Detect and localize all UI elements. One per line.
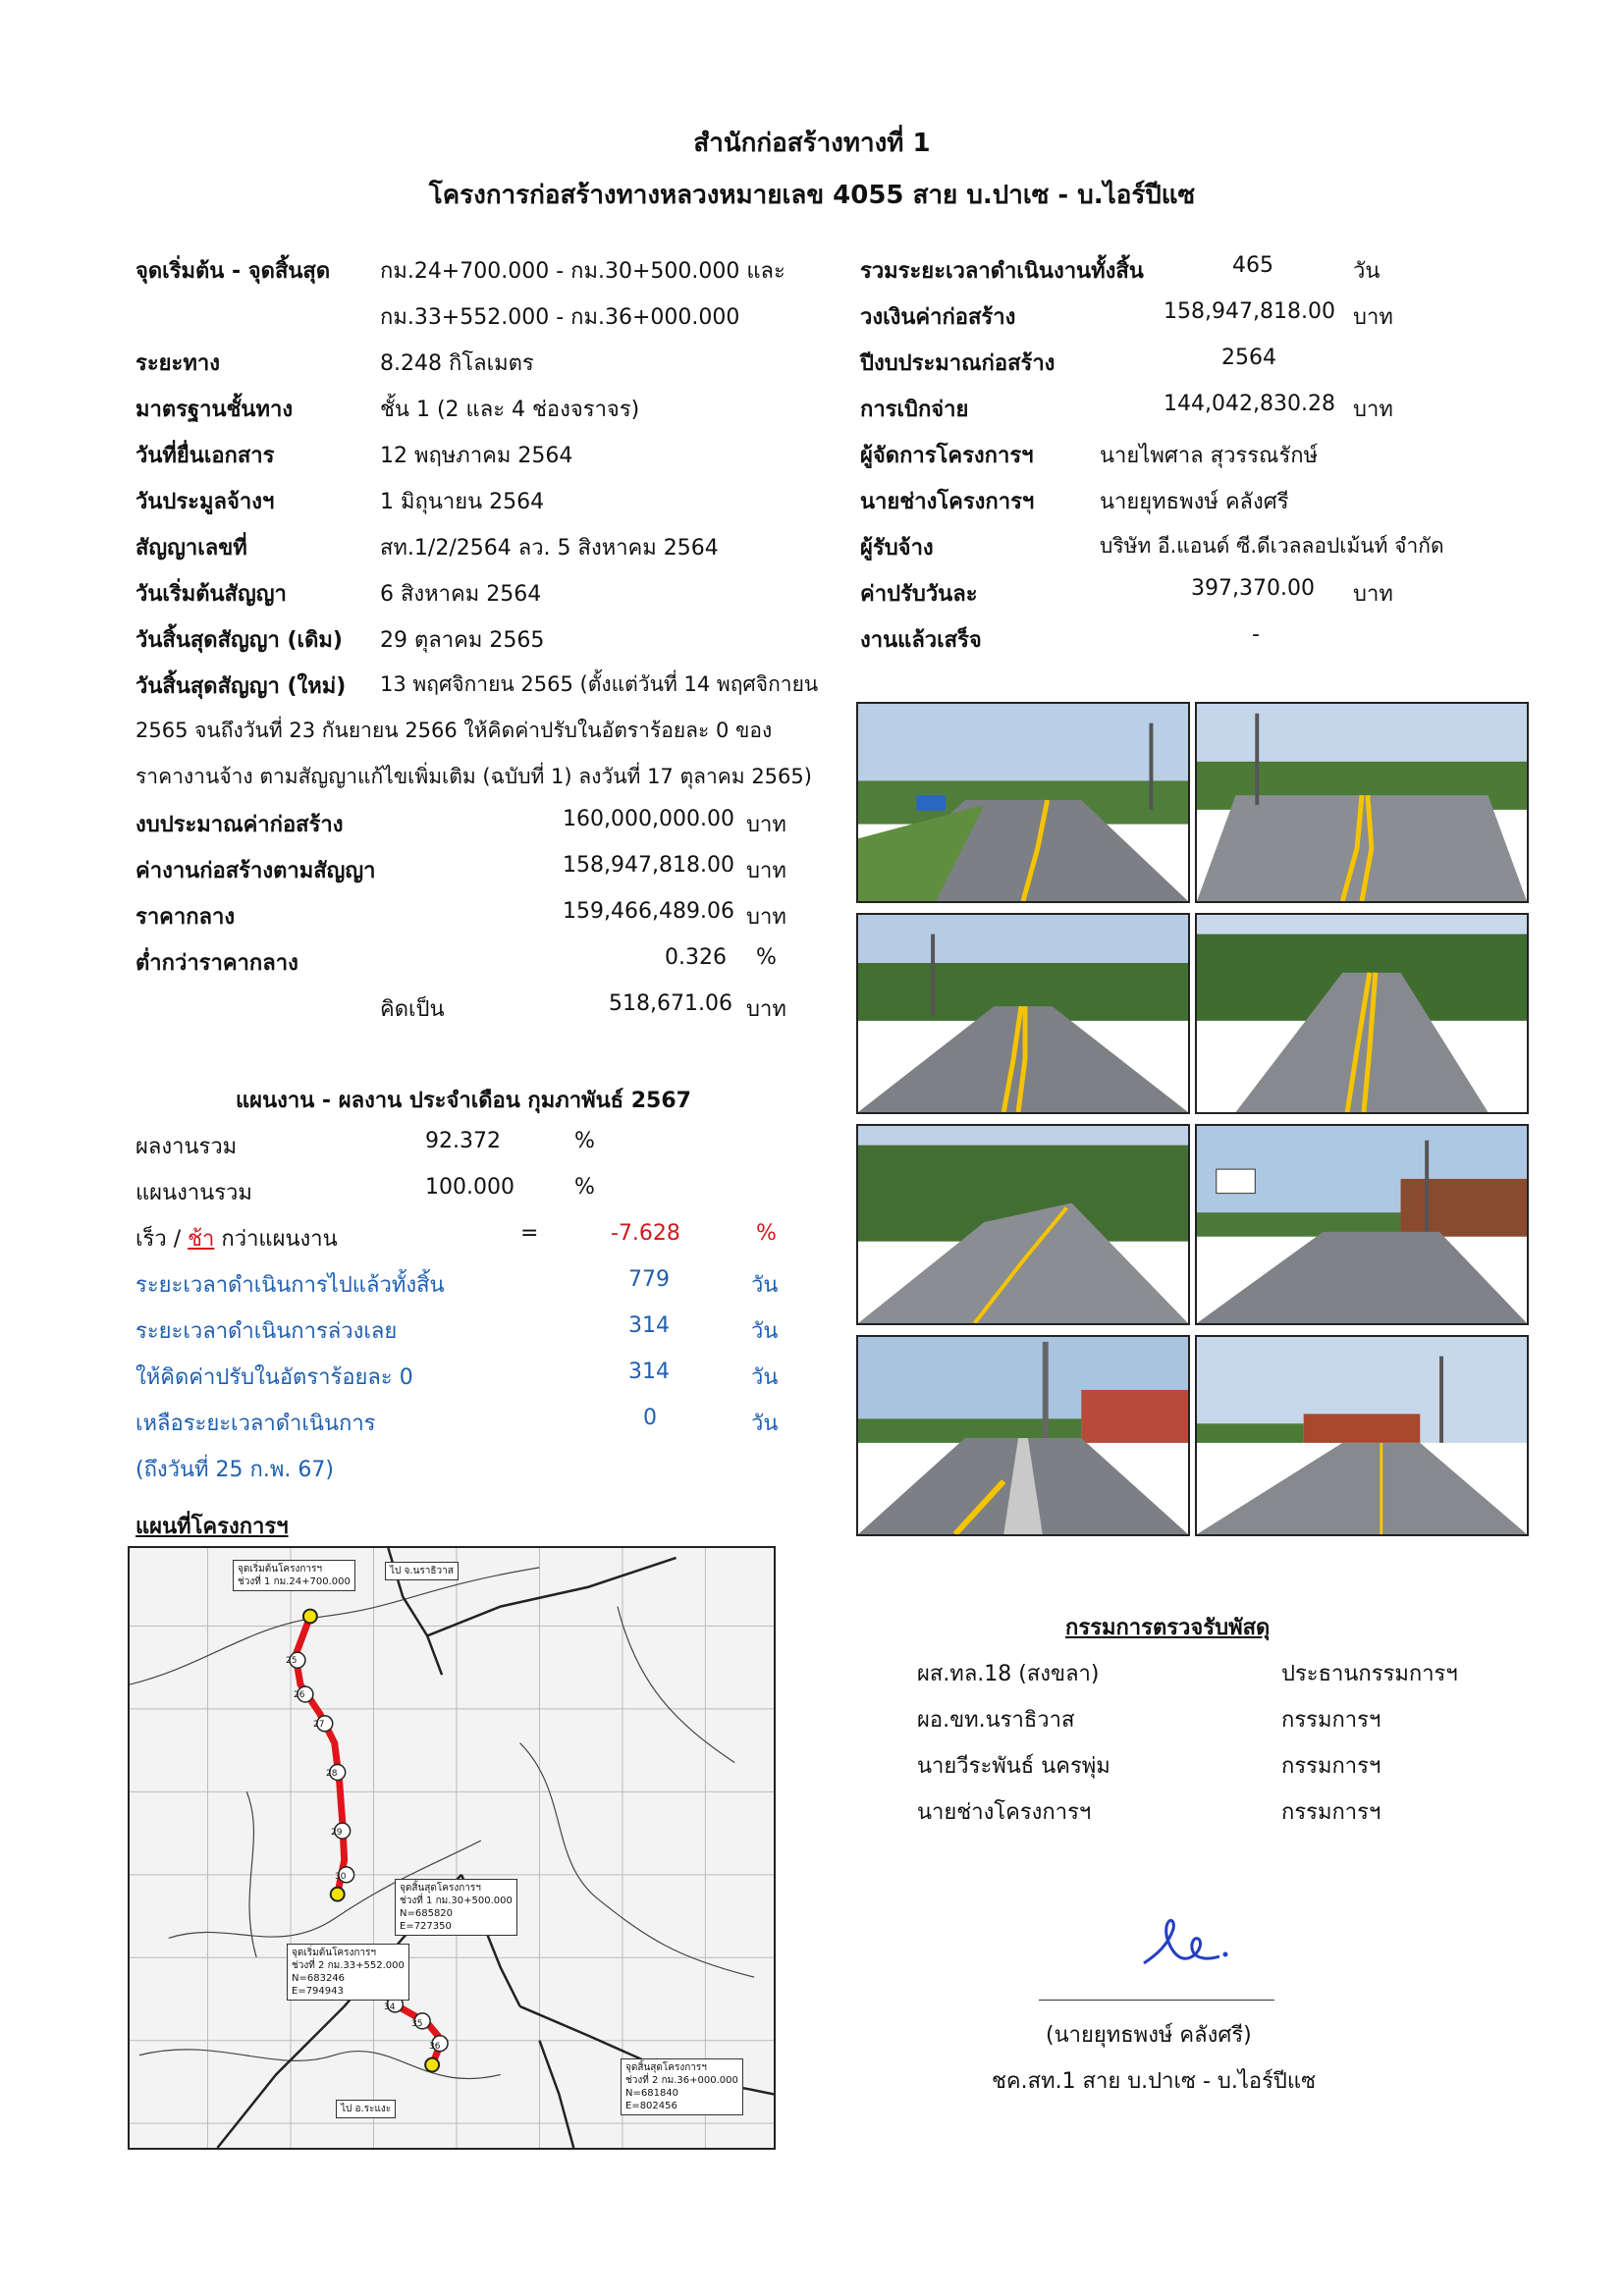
km-mark-label: 29: [331, 1828, 343, 1838]
info-label: รวมระยะเวลาดำเนินงานทั้งสิ้น: [860, 259, 1144, 284]
km-mark-label: 27: [313, 1720, 325, 1730]
committee-member-name: ผอ.ขท.นราธิวาส: [917, 1708, 1075, 1733]
budget-unit: บาท: [746, 997, 786, 1022]
budget-label: คิดเป็น: [380, 997, 445, 1022]
map-tag-bottom: ไป อ.ระแงะ: [336, 2100, 396, 2118]
budget-label: งบประมาณค่าก่อสร้าง: [135, 813, 344, 837]
km-mark-label: 35: [411, 2019, 423, 2029]
committee-member-role: กรรมการฯ: [1281, 1754, 1381, 1779]
budget-label: ต่ำกว่าราคากลาง: [135, 951, 298, 976]
info-value: ชั้น 1 (2 และ 4 ช่องจราจร): [380, 398, 640, 422]
committee-member-role: กรรมการฯ: [1281, 1708, 1381, 1733]
elapsed-unit: วัน: [751, 1273, 779, 1298]
project-map: [128, 1546, 776, 2150]
diff-sep: /: [166, 1227, 189, 1252]
penalty-value: 314: [628, 1360, 670, 1384]
budget-value: 518,671.06: [609, 991, 732, 1016]
committee-member-role: กรรมการฯ: [1281, 1800, 1381, 1825]
budget-value: 158,947,818.00: [563, 853, 734, 878]
info-label: วันเริ่มต้นสัญญา: [135, 582, 287, 607]
km-mark-label: 30: [335, 1872, 347, 1882]
info-value: กม.33+552.000 - กม.36+000.000: [380, 305, 740, 330]
budget-value: 160,000,000.00: [563, 807, 734, 831]
road-photo: [856, 1124, 1190, 1325]
remain-unit: วัน: [751, 1412, 779, 1436]
info-label: ระยะทาง: [135, 351, 220, 376]
diff-equals: =: [520, 1221, 539, 1246]
info-label: วันสิ้นสุดสัญญา (เดิม): [135, 628, 343, 653]
info-label: ค่าปรับวันละ: [860, 582, 978, 607]
info-value: กม.24+700.000 - กม.30+500.000 และ: [380, 259, 785, 284]
info-value: นายยุทธพงษ์ คลังศรี: [1100, 490, 1289, 514]
km-mark-label: 26: [294, 1690, 305, 1700]
info-value: บริษัท อี.แอนด์ ซี.ดีเวลลอปเม้นท์ จำกัด: [1100, 534, 1444, 558]
plan-label: แผนงานรวม: [135, 1181, 252, 1205]
info-value: -: [1252, 622, 1260, 647]
info-value: 2564: [1221, 346, 1276, 370]
overdue-value: 314: [628, 1313, 670, 1338]
overdue-unit: วัน: [751, 1319, 779, 1344]
info-label: วงเงินค่าก่อสร้าง: [860, 305, 1016, 330]
road-photo: [1195, 1124, 1529, 1325]
info-value: 158,947,818.00: [1164, 299, 1335, 324]
road-photo: [856, 702, 1190, 903]
signature-mark: [1129, 1909, 1237, 1978]
diff-slow: ช้า: [188, 1227, 215, 1252]
info-value: 397,370.00: [1191, 576, 1315, 601]
info-label: งานแล้วเสร็จ: [860, 628, 982, 653]
info-value: นายไพศาล สุวรรณรักษ์: [1100, 444, 1319, 468]
km-mark-label: 34: [384, 2002, 396, 2012]
signer-position: ชค.สท.1 สาย บ.ปาเซ - บ.ไอร์ปีแซ: [992, 2069, 1316, 2094]
budget-unit: บาท: [746, 905, 786, 930]
overdue-label: ระยะเวลาดำเนินการล่วงเลย: [135, 1319, 398, 1344]
budget-value: 159,466,489.06: [563, 899, 734, 924]
info-label: วันประมูลจ้างฯ: [135, 490, 275, 514]
info-label: ผู้จัดการโครงการฯ: [860, 444, 1034, 468]
info-label: จุดเริ่มต้น - จุดสิ้นสุด: [135, 259, 331, 284]
map-tag-top: ไป จ.นราธิวาส: [385, 1562, 459, 1580]
as-of-date: (ถึงวันที่ 25 ก.พ. 67): [135, 1458, 334, 1482]
info-value: 12 พฤษภาคม 2564: [380, 444, 573, 468]
road-photo: [1195, 913, 1529, 1114]
elapsed-label: ระยะเวลาดำเนินการไปแล้วทั้งสิ้น: [135, 1273, 445, 1298]
info-label: มาตรฐานชั้นทาง: [135, 398, 294, 422]
info-value: 465: [1232, 253, 1273, 278]
progress-title: แผนงาน - ผลงาน ประจำเดือน กุมภาพันธ์ 2567: [236, 1089, 691, 1113]
committee-member-name: นายช่างโครงการฯ: [917, 1800, 1092, 1825]
road-photo: [1195, 1335, 1529, 1536]
budget-unit: %: [756, 945, 777, 970]
info-label: วันที่ยื่นเอกสาร: [135, 444, 275, 468]
info-unit: วัน: [1353, 259, 1380, 284]
signature-line: [1039, 2000, 1274, 2001]
info-value: 144,042,830.28: [1164, 392, 1335, 416]
info-unit: บาท: [1353, 582, 1393, 607]
km-mark-label: 36: [429, 2042, 441, 2052]
committee-member-name: ผส.ทล.18 (สงขลา): [917, 1662, 1100, 1686]
road-photo: [856, 1335, 1190, 1536]
info-label: สัญญาเลขที่: [135, 536, 247, 561]
road-photo: [856, 913, 1190, 1114]
budget-value: 0.326: [665, 945, 727, 970]
elapsed-value: 779: [628, 1267, 670, 1292]
committee-member-name: นายวีระพันธ์ นครพุ่ม: [917, 1754, 1110, 1779]
info-value: 13 พฤศจิกายน 2565 (ตั้งแต่วันที่ 14 พฤศจิกายน: [380, 672, 819, 696]
plan-unit: %: [574, 1175, 595, 1200]
map-start-2-label: จุดเริ่มต้นโครงการฯ ช่วงที่ 2 กม.33+552.000 N=683246 E=794943: [287, 1944, 409, 2001]
info-value: สท.1/2/2564 ลว. 5 สิงหาคม 2564: [380, 536, 719, 561]
info-unit: บาท: [1353, 305, 1393, 330]
map-title: แผนที่โครงการฯ: [135, 1515, 289, 1539]
project-title: โครงการก่อสร้างทางหลวงหมายเลข 4055 สาย บ.ปาเซ - บ.ไอร์ปีแซ: [428, 181, 1196, 210]
info-value: 8.248 กิโลเมตร: [380, 351, 534, 376]
route-marker: [303, 1610, 439, 2072]
penalty-unit: วัน: [751, 1365, 779, 1390]
contract-note-line: 2565 จนถึงวันที่ 23 กันยายน 2566 ให้คิดค่าปรับในอัตราร้อยละ 0 ของ: [135, 719, 773, 742]
map-end-2-label: จุดสิ้นสุดโครงการฯ ช่วงที่ 2 กม.36+000.000 N=681840 E=802456: [621, 2058, 743, 2115]
contract-note-line: ราคางานจ้าง ตามสัญญาแก้ไขเพิ่มเติม (ฉบับที่ 1) ลงวันที่ 17 ตุลาคม 2565): [135, 765, 812, 788]
diff-value: -7.628: [611, 1221, 680, 1246]
budget-unit: บาท: [746, 859, 786, 883]
penalty-label: ให้คิดค่าปรับในอัตราร้อยละ 0: [135, 1365, 413, 1390]
info-label: นายช่างโครงการฯ: [860, 490, 1035, 514]
committee-title: กรรมการตรวจรับพัสดุ: [1065, 1616, 1271, 1640]
map-start-1-label: จุดเริ่มต้นโครงการฯ ช่วงที่ 1 กม.24+700.000: [233, 1560, 355, 1591]
signer-name: (นายยุทธพงษ์ คลังศรี): [1046, 2023, 1252, 2048]
committee-member-role: ประธานกรรมการฯ: [1281, 1662, 1458, 1686]
diff-label: [135, 1221, 338, 1255]
actual-value: 92.372: [425, 1129, 501, 1153]
diff-fast: เร็ว: [135, 1227, 167, 1252]
office-title: สำนักก่อสร้างทางที่ 1: [693, 129, 931, 158]
info-value: 6 สิงหาคม 2564: [380, 582, 542, 607]
info-value: 29 ตุลาคม 2565: [380, 628, 545, 653]
info-label: ปีงบประมาณก่อสร้าง: [860, 351, 1056, 376]
info-value: 1 มิถุนายน 2564: [380, 490, 545, 514]
km-mark-label: 25: [286, 1656, 298, 1666]
actual-label: ผลงานรวม: [135, 1135, 238, 1159]
remain-label: เหลือระยะเวลาดำเนินการ: [135, 1412, 376, 1436]
info-unit: บาท: [1353, 398, 1393, 422]
info-label: การเบิกจ่าย: [860, 398, 969, 422]
actual-unit: %: [574, 1129, 595, 1153]
diff-unit: %: [756, 1221, 777, 1246]
remain-value: 0: [643, 1406, 657, 1430]
info-label: ผู้รับจ้าง: [860, 536, 934, 561]
road-photo: [1195, 702, 1529, 903]
map-end-1-label: จุดสิ้นสุดโครงการฯ ช่วงที่ 1 กม.30+500.000 N=685820 E=727350: [395, 1879, 517, 1936]
plan-value: 100.000: [425, 1175, 514, 1200]
budget-unit: บาท: [746, 813, 786, 837]
budget-label: ค่างานก่อสร้างตามสัญญา: [135, 859, 376, 883]
km-mark-label: 28: [326, 1769, 338, 1779]
info-label: วันสิ้นสุดสัญญา (ใหม่): [135, 674, 347, 699]
budget-label: ราคากลาง: [135, 905, 236, 930]
diff-rest: กว่าแผนงาน: [214, 1227, 338, 1252]
